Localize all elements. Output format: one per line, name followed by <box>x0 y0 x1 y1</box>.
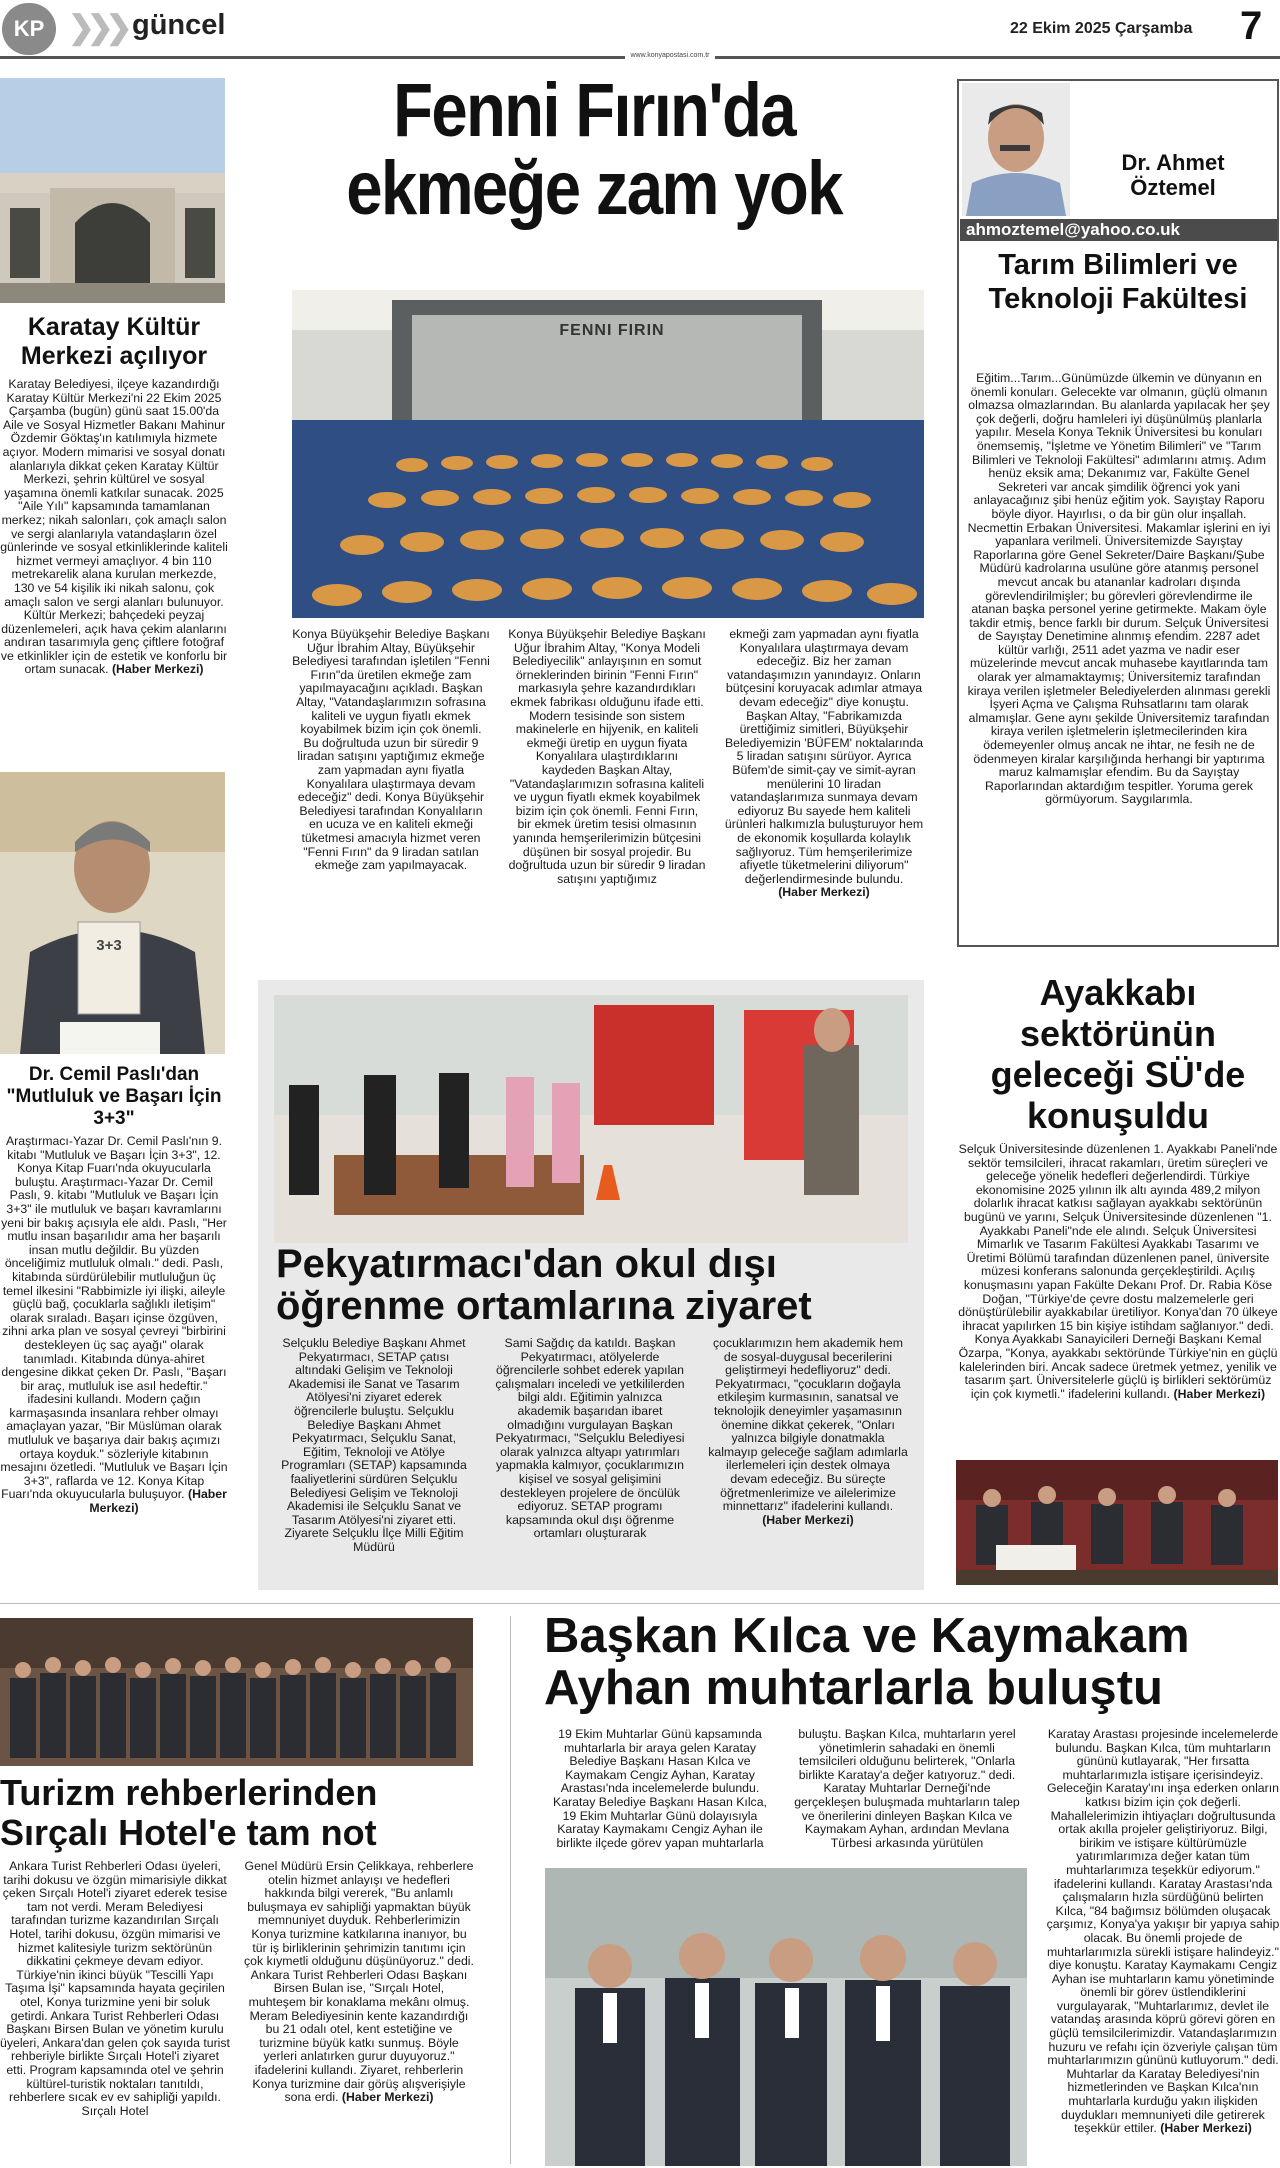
pekyatirmaci-title-line1: Pekyatırmacı'dan okul dışı <box>276 1242 777 1286</box>
karatay-signature: (Haber Merkezi) <box>111 662 204 677</box>
book-icon <box>78 922 140 1014</box>
building-illustration <box>0 78 225 303</box>
fenni-headline-line1: Fenni Fırın'da <box>393 68 795 153</box>
author-email-bar: ahmoztemel@yahoo.co.uk <box>960 219 1277 241</box>
fenni-signature: (Haber Merkezi) <box>778 885 870 900</box>
turizm-title-line2: Sırçalı Hotel'e tam not <box>0 1812 377 1853</box>
kilca-title-line2: Ayhan muhtarlarla buluştu <box>544 1661 1163 1715</box>
turizm-title <box>0 1773 475 1853</box>
page-header <box>0 0 1280 58</box>
pasli-text: Araştırmacı-Yazar Dr. Cemil Paslı'nın 9. kitabı "Mutluluk ve Başarı İçin 3+3", 12. Konya Kitap Fuarı'nda okuyucularla buluştu. Araştırmacı-Yazar Dr. Cemil Paslı, 9. kitabı "Mutluluk ve Başarı İçin 3+3" ile mutluluk ve başarı kavramlarını yeni bir bakış açısıyla ele aldı. Paslı, "Her mutlu insan başarılıdır ama her başarılı insan mutlu değildir. Bu yüzden önceliğimiz mutluluk olmalı." dedi. Paslı, kitabında sürdürülebilir mutluluğun üç temel ilkesini "Rabbimizle iyi ilişki, aileyle güçlü bağ, çocuklarla sağlıklı iletişim" olarak sıraladı. Başarı içinse özgüven, zihni arka plan ve sosyal çevreyi "birbirini destekleyen üç saç ayağı" olarak tanımladı. Kitabında dünya-ahiret dengesine dikkat çeken Dr. Paslı, "Başarı bir araç, mutluluk ise asıl hedeftir." ifadesini kullandı. Modern çağın karmaşasında insanlara rehber olmayı amaçlayan yazar, "Bir Müslüman olarak mutluluk ve başarıya dair bakış açımızı ortaya koyduk." sözleriyle kitabının mesajını özetledi. "Mutluluk ve Başarı İçin 3+3", raflarda ve 12. Konya Kitap Fuarı'nda okuyucularla buluşuyor. <box>0 1135 228 1502</box>
kilca-muhtar-photo <box>545 1868 1027 2166</box>
fenni-col2: Konya Büyükşehir Belediye Başkanı Uğur İbrahim Altay, "Konya Modeli Belediyecilik" anlayışının en somut örneklerinden birinin "Fenni Fırın" markasıyla şehre kazandırdıkları ekmek fabrikası olduğunu ifade etti. Modern tesisinde son sistem makinelerle en hijyenik, en kaliteli ekmeği üretip en uygun fiyata Konyalılara ulaştırdıklarını kaydeden Başkan Altay, "Vatandaşlarımızın sofrasına kaliteli ve uygun fiyatlı ekmek koyabilmek bizim için çok önemli. Fenni Fırın, bir ekmek üretim tesisi olmasının yanında hemşerilerimizin bütçesini düşünen bir sosyal projedir. Bu doğrultuda uzun bir süredir 9 liradan satışını yaptığımız <box>508 628 706 886</box>
pekyatirmaci-col3 <box>708 1337 908 1577</box>
pasli-portrait-photo <box>0 772 225 1054</box>
pekyatirmaci-title-line2: öğrenme ortamlarına ziyaret <box>276 1284 812 1328</box>
kilca-col3 <box>1046 1728 1280 2166</box>
pekyatirmaci-signature: (Haber Merkezi) <box>762 1512 854 1527</box>
karatay-title: Karatay Kültür Merkezi açılıyor <box>20 313 208 370</box>
bottom-vertical-divider <box>510 1616 511 2164</box>
panel-illustration <box>956 1460 1278 1585</box>
oven-brand-label: FENNI FIRIN <box>559 322 665 339</box>
fenni-headline-line2: ekmeğe zam yok <box>346 146 842 231</box>
kilca-col3-text: Karatay Arastası projesinde incelemelerde bulundu. Başkan Kılca, tüm muhtarların gününü kutlayarak, "Her fırsatta muhtarlarımızla istişare içerisindeyiz. Geleceğin Karatay'ını inşa ederken onların katkısı bizim için çok değerli. Mahallelerimizin ihtiyaçları doğrultusunda ortak akılla projeler geliştiriyoruz. Bilgi, birikim ve istişare kültürümüzle yatırımlarımıza değer katan tüm muhtarlarımıza teşekkür ediyorum." ifadelerini kullandı. Karatay Arastası'nda çalışmaların hızla sürdüğünü belirten Kılca, "84 bağımsız bölümden oluşacak çarşımız, Konya'ya yakışır bir yapıya sahip olacak. Bu önemli projede de muhtarlarımızla sürekli istişare halindeyiz." diye konuştu. Karatay Kaymakamı Cengiz Ayhan ise muhtarların kamu yönetiminde önemli bir görev üstlendiklerini vurgulayarak, "Muhtarlarımız, devlet ile vatandaş arasında köprü görevi gören en güçlü temsilcilerimizdir. Vatandaşlarımızın huzuru ve refahı için özveriyle çalışan tüm muhtarlarımızın gününü kutluyorum." dedi. Muhtarlar da Karatay Belediyesi'nin hizmetlerinden ve Başkan Kılca'nın muhtarlarla kurduğu yakın ilişkiden duydukları memnuniyeti dile getirerek teşekkür ettiler. <box>1046 1728 1280 2136</box>
ayakkabi-panel-photo <box>956 1460 1278 1585</box>
pekyatirmaci-title <box>262 1243 922 1327</box>
fenni-col1: Konya Büyükşehir Belediye Başkanı Uğur İbrahim Altay, Büyükşehir Belediyesi tarafından işletilen "Fenni Fırın"da üretilen ekmeğe zam yapılmayacağını açıkladı. Başkan Altay, "Vatandaşlarımızın sofrasına kaliteli ve uygun fiyatlı ekmek koyabilmek bizim için çok önemli. Bu doğrultuda uzun bir süredir 9 liradan satışını yaptığımız ekmeğe zam yapmadan aynı fiyatla Konyalılara ulaştırmaya devam edeceğiz" dedi. Konya Büyükşehir Belediyesi tarafından Konyalıların en ucuza ve en kaliteli ekmeği tüketmesi amacıyla hizmet veren "Fenni Fırın" da 9 liradan satılan ekmeğe zam yapılmayacak. <box>292 628 490 873</box>
kilca-col2: buluştu. Başkan Kılca, muhtarların yerel yönetimlerin sahadaki en önemli temsilcileri olduğunu belirterek, "Onlarla birlikte Karatay'a değer katıyoruz." dedi. Karatay Muhtarlar Derneği'nde gerçekleşen buluşmada muhtarların talep ve önerilerini dinleyen Başkan Kılca ve Kaymakam Ayhan, ardından Mevlana Türbesi arkasında yürütülen <box>794 1728 1020 1850</box>
kilca-title <box>530 1610 1278 1714</box>
bakery-oven-photo <box>292 290 924 618</box>
pasli-signature: (Haber Merkezi) <box>89 1487 227 1516</box>
author-name <box>1078 150 1268 200</box>
turizm-col1: Ankara Turist Rehberleri Odası üyeleri, tarihi dokusu ve özgün mimarisiyle dikkat çeken Sırçalı Hotel'i ziyaret ederek tesise tam not verdi. Meram Belediyesi tarafından turizme kazandırılan Sırçalı Hotel, tarihi dokusu, özgün mimarisi ve hizmet kalitesiyle turizm sektörünün dikkatini çekmeye devam ediyor. Türkiye'nin ikinci büyük "Tescilli Yapı Taşıma İşi" kapsamında hayata geçirilen otel, Konya turizmine yeni bir soluk getirdi. Ankara Turist Rehberleri Odası Başkanı Birsen Bulan ve yönetim kurulu üyeleri, Ankara'dan gelen çok sayıda turist rehberiyle birlikte Sırçalı Hotel'i ziyaret etti. Program kapsamında otel ve şehrin kültürel-turistik noktaları tanıtıldı, rehberlere sıcak ev ev sahipliği yapıldı. Sırçalı Hotel <box>0 1860 230 2118</box>
karatay-building-photo <box>0 78 225 303</box>
pekyatirmaci-col2: Sami Sağdıç da katıldı. Başkan Pekyatırmacı, atölyelerde öğrencilerle sohbet ederek yapılan çalışmaları inceledi ve yetkililerden bilgi aldı. Eğitimin yalnızca akademik başarıdan ibaret olmadığını vurgulayan Başkan Pekyatırmacı, "Selçuklu Belediyesi olarak yalnızca altyapı yatırımları yapmakla kalmıyor, çocuklarımızın kişisel ve sosyal gelişimini destekleyen projelere de öncülük ediyoruz. SETAP programı kapsamında okul dışı öğrenme ortamları oluşturarak <box>495 1337 685 1541</box>
fenni-col3-text: ekmeği zam yapmadan aynı fiyatla Konyalılara ulaştırmaya devam edeceğiz. Biz her zaman vatandaşımızın yanındayız. Onların bütçesini koruyacak adımlar atmaya devam edeceğiz" diye konuştu. Başkan Altay, "Fabrikamızda ürettiğimiz simitleri, Büyükşehir Belediyemizin 'BÜFEM' noktalarında 5 liradan satışını sürüyor. Ayrıca Büfem'de simit-çay ve simit-ayran menülerini 10 liradan vatandaşlarımıza sunmaya devam ediyoruz Bu sayede hem kaliteli ürünleri halkımızla buluşturuyor hem de ekonomik koşullarda kolaylık sağlıyoruz. Tüm hemşerilerimize afiyetle tüketmelerini diliyorum" değerlendirmesinde bulundu. <box>724 628 924 886</box>
portrait-illustration <box>0 772 225 1054</box>
pekyatirmaci-col3-text: çocuklarımızın hem akademik hem de sosyal-duygusal becerilerini geliştirmeyi hedefliyoruz" dedi. Pekyatırmacı, "çocukların doğayla etkileşim kurmasının, sanatsal ve teknolojik deneyimler yaşamasının önemine dikkat çekerek, "Onları yalnızca bilgiyle donatmakla kalmayıp geleceğe sağlam adımlarla ilerlemeleri için destek olmaya devam edeceğiz. Bu süreçte öğretmenlerimize ve ailelerimize minnettarız" ifadelerini kullandı. <box>708 1337 908 1514</box>
fenni-col3 <box>724 628 924 958</box>
opinion-body: Eğitim...Tarım...Günümüzde ülkemin ve dünyanın en önemli konuları. Gelecekte var olmanın, güçlü olmanın olmazsa olmazlarından. Bu alanlarda yapılacak her şey çok değerli, doğru hamleleri iyi düşünülmüş planlarla yapılır. Mesela Konya Teknik Üniversitesi bu konuları önemsemiş, "İşletme ve Yönetim Bilimleri" ve "Tarım Bilimleri ve Teknoloji Fakültesi" adımlarını atmış. Adım henüz eksik ama; Dekanımız var, Fakülte Genel Sekreteri var ancak şimdilik öğrenci yok yani anlayacağınız şibi henüz eğitim yok. Sayıştay Raporu böyle diyor. Hayırlısı, o da bir gün olur inşallah. Necmettin Erbakan Üniversitesi. Makamlar işlerini en iyi yapanlara verilmeli. Üniversitemizde Sayıştay Raporlarına göre Genel Sekreter/Daire Başkanı/Şube Müdürü kadrolarına usulüne göre atanmış personel mevcut ancak bu atananlar kadroları dışında görevlendirilmişler; bu görevleri görevlendirme ile atanan başka personel yerine getirmekte. Makam öyle takdir etmiş, bence farklı bir durum. Selçuk Üniversitesi de Sayıştay Denetimine alınmış efendim. 2287 adet kültür varlığı, 2511 adet yazma ve nadir eser müzelerinde mevcut ancak muhasebe kayıtlarında tam olarak yer almamaktaymış; Üniversitemiz tarafından kiraya verilen işletmeler Belediyelerden alınması gerekli İşyeri Açma ve Çalışma Ruhsatlarını tam olarak almamışlar. Gene aynı şekilde Üniversitemiz tarafından kiraya verilen işletmelerin işletmecilerinden kira ödemeyenler olmuş ancak ne ihtar, ne fesih ne de ödenmeyen kiralar karşılığında herhangi bir yaptırıma maruz kalmamışlar efendim. Bu da Sayıştay Raporlarından aktardığım tespitler. Yoruma gerek görmüyorum. Saygılarımla. <box>967 372 1271 807</box>
chevrons-icon: ❯❯❯ <box>68 9 125 45</box>
opinion-title: Tarım Bilimleri ve Teknoloji Fakültesi <box>988 249 1248 315</box>
pekyatirmaci-col1: Selçuklu Belediye Başkanı Ahmet Pekyatırmacı, SETAP çatısı altındaki Gelişim ve Teknoloji Akademisi ile Sanat ve Tasarım Atölyesi'ni ziyaret ederek öğrencilerle buluştu. Selçuklu Belediye Başkanı Ahmet Pekyatırmacı, Selçuklu Sanat, Eğitim, Teknoloji ve Atölye Programları (SETAP) kapsamında faaliyetlerini sürdüren Selçuklu Belediyesi Gelişim ve Teknoloji Akademisi ile Selçuklu Sanat ve Tasarım Atölyesi'ni ziyaret etti. Ziyarete Selçuklu İlçe Milli Eğitim Müdürü <box>281 1337 467 1554</box>
kilca-signature: (Haber Merkezi) <box>1160 2121 1252 2136</box>
book-cover-label: 3+3 <box>96 937 122 954</box>
bottom-divider <box>0 1603 1280 1604</box>
ayakkabi-title: Ayakkabı sektörünün geleceği SÜ'de konuşuldu <box>990 972 1246 1136</box>
pasli-title: Dr. Cemil Paslı'dan "Mutluluk ve Başarı İçin 3+3" <box>6 1064 222 1129</box>
karatay-text: Karatay Belediyesi, ilçeye kazandırdığı Karatay Kültür Merkezi'ni 22 Ekim 2025 Çarşamba (bugün) günü saat 15.00'da Aile ve Sosyal Hizmetler Bakanı Mahinur Özdemir Göktaş'ın katılımıyla hizmete açıyor. Modern mimarisi ve sosyal donatı alanlarıyla dikkat çeken Karatay Kültür Merkezi, şehrin kültürel ve sosyal yaşamına önemli katkılar sunacak. 2025 "Aile Yılı" kapsamında tamamlanan merkez; nikah salonları, çok amaçlı salon ve sergi alanlarıyla vatandaşların özel günlerinde ve sosyal etkinliklerinde kaliteli hizmet vermeyi amaçlıyor. 4 bin 110 metrekarelik alana kurulan merkezde, 130 ve 54 kişilik iki nikah salonu, çok amaçlı salon ve sergi alanları bulunuyor. Kültür Merkezi; bahçedeki peyzaj düzenlemeleri, açık hava çekim alanlarını andıran tasarımıyla genç çiftlere fotoğraf ve etkinlikler için de estetik ve konforlu bir ortam sunacak. <box>0 378 228 677</box>
page-number: 7 <box>1240 4 1263 48</box>
kilca-col1: 19 Ekim Muhtarlar Günü kapsamında muhtarlarla bir araya gelen Karatay Belediye Başkanı Hasan Kılca ve Kaymakam Cengiz Ayhan, Karatay Arastası'nda incelemelerde bulundu. Karatay Belediye Başkanı Hasan Kılca, 19 Ekim Muhtarlar Günü dolayısıyla Karatay Kaymakamı Cengiz Ayhan ile birlikte ilçede görev yapan muhtarlarla <box>553 1728 767 1850</box>
kilca-title-line1: Başkan Kılca ve Kaymakam <box>544 1609 1190 1663</box>
classroom-illustration <box>274 995 908 1243</box>
group-illustration <box>0 1618 473 1766</box>
karatay-body <box>0 378 228 744</box>
turizm-group-photo <box>0 1618 473 1766</box>
pekyatirmaci-visit-photo <box>274 995 908 1243</box>
turizm-title-line1: Turizm rehberlerinden <box>0 1772 378 1813</box>
author-photo <box>962 83 1070 216</box>
ayakkabi-text: Selçuk Üniversitesinde düzenlenen 1. Ayakkabı Paneli'nde sektör temsilcileri, ihracat rakamları, üretim süreçleri ve geleceğe yönelik hedefleri değerlendirdi. Türkiye ekonomisine 2025 yılının ilk altı ayında 489,2 milyon dolarlık ihracat katkısı sağlayan ayakkabı sektörünün bugünü ve yarını, Selçuk Üniversitesinde düzenlenen "1. Ayakkabı Paneli"nde ele alındı. Selçuk Üniversitesi Mimarlık ve Tasarım Fakültesi Ayakkabı Tasarımı ve Üretimi Bölümü tarafından düzenlenen panel, üniversite müzesi konferans salonunda gerçekleştirildi. Açılış konuşmasını yapan Fakülte Dekanı Prof. Dr. Rabia Köse Doğan, "Türkiye'de çevre dostu malzemelerle geri dönüştürülebilir ayakkabılar üretiliyor. Konya'dan 70 ülkeye ihracat yapılırken 15 bin kişiye istihdam sağlanıyor." dedi. Konya Ayakkabı Sanayicileri Derneği Başkanı Kemal Özarpa, "Konya, ayakkabı sektöründe Türkiye'nin en güçlü kalelerinden biri. Ancak sadece üretmek yetmez, yenilik ve tasarım şart. Üniversitelerle güçlü iş birlikleri sektörümüz için çok kıymetli." ifadelerini kullandı. <box>958 1143 1278 1401</box>
site-url: www.konyapostasi.com.tr <box>625 52 715 62</box>
ayakkabi-body <box>956 1143 1280 1453</box>
header-date: 22 Ekim 2025 Çarşamba <box>1010 20 1193 37</box>
pasli-body <box>0 1135 228 1585</box>
turizm-col2 <box>244 1860 474 2164</box>
ayakkabi-signature: (Haber Merkezi) <box>1173 1386 1266 1401</box>
section-title: güncel <box>132 9 226 41</box>
turizm-signature: (Haber Merkezi) <box>341 2090 434 2105</box>
muhtar-illustration <box>545 1868 1027 2166</box>
fenni-headline <box>305 68 883 231</box>
author-name-line2: Öztemel <box>1130 175 1216 200</box>
turizm-col2-text: Genel Müdürü Ersin Çelikkaya, rehberlere otelin hizmet anlayışı ve hedefleri hakkında bilgi vererek, "Bu anlamlı buluşmaya ev sahipliği yapmaktan büyük memnuniyet duyduk. Rehberlerimizin Konya turizmine katkılarına inanıyor, bu tür iş birliklerinin şehrimizin tanıtımı için çok kıymetli olduğunu düşünüyoruz." dedi. Ankara Turist Rehberleri Odası Başkanı Birsen Bulan ise, "Sırçalı Hotel, muhteşem bir konaklama mekânı olmuş. Meram Belediyesinin kente kazandırdığı bu 21 odalı otel, kent estetiğine ve turizmine büyük katkı sunmuş. Böyle yerleri anlatırken gurur duyuyoruz." ifadelerini kullandı. Ziyaret, rehberlerin Konya turizmine dair görüş alışverişiyle sona erdi. <box>244 1860 474 2105</box>
author-portrait-illustration <box>962 83 1070 216</box>
author-name-line1: Dr. Ahmet <box>1121 150 1225 175</box>
logo-badge: KP <box>2 3 56 55</box>
